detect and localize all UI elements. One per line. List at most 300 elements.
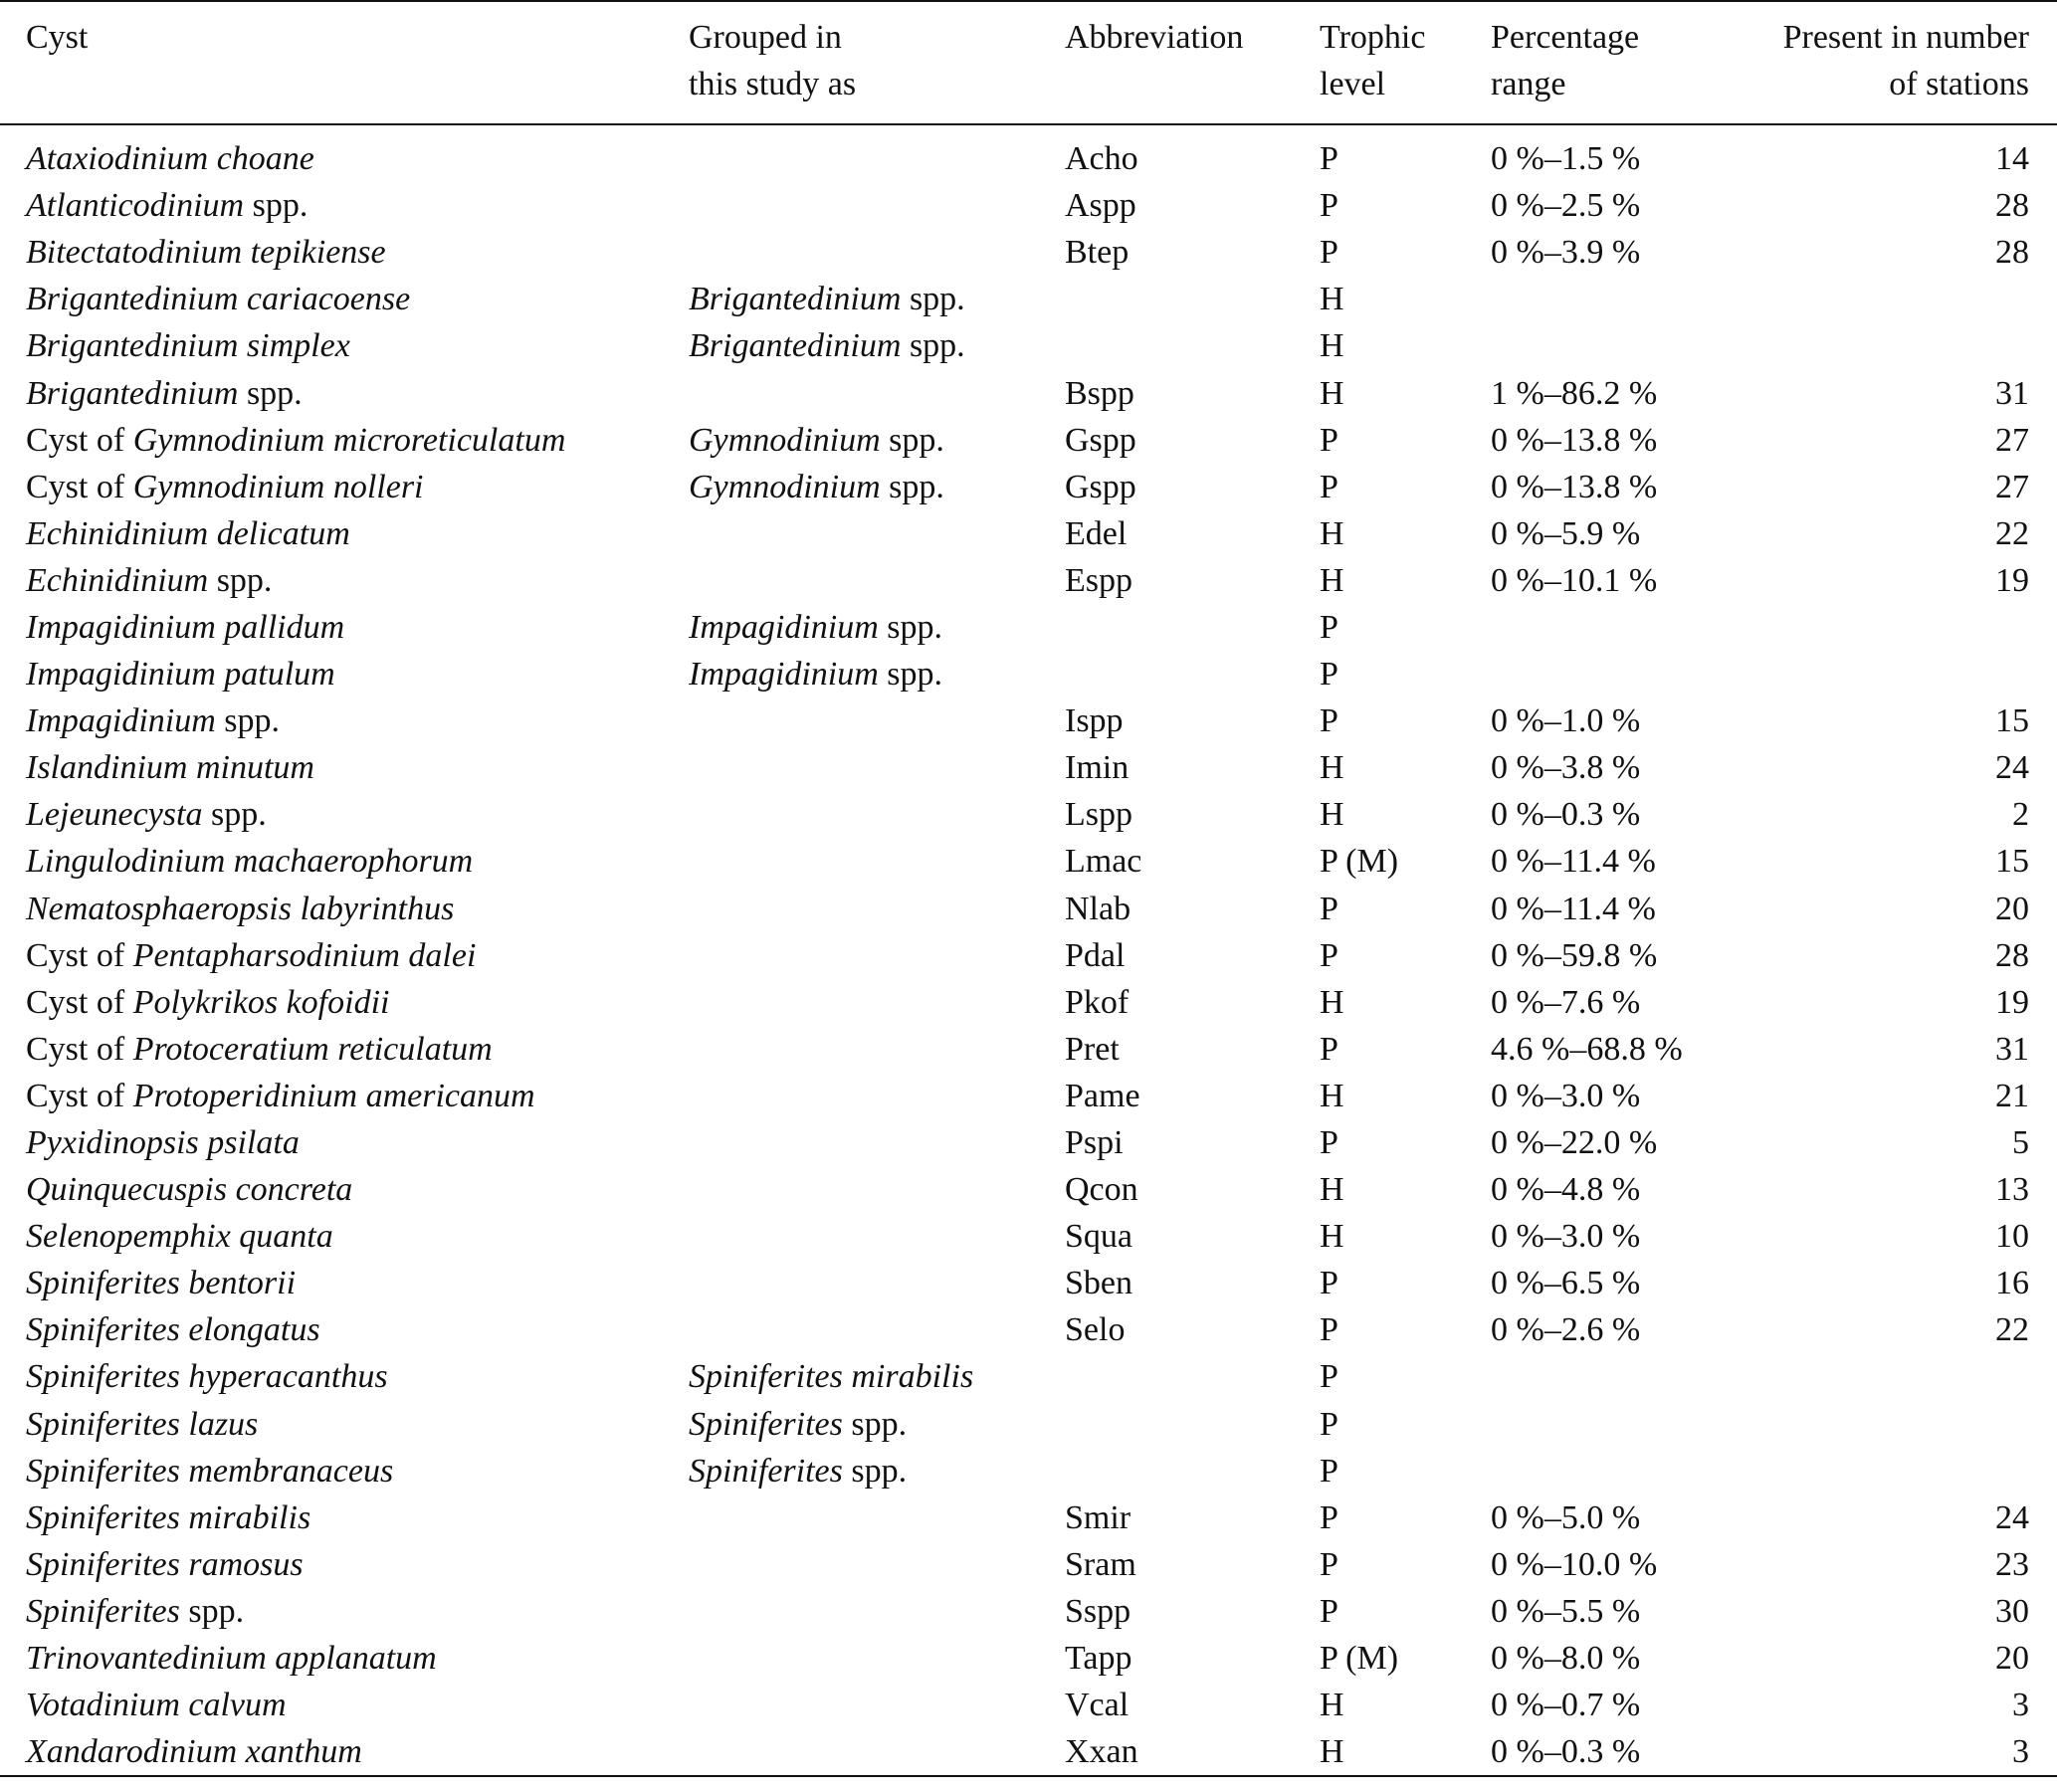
- cell-trophic-level: P: [1320, 1030, 1338, 1068]
- cyst-suffix: spp.: [208, 561, 273, 599]
- table-row: [0, 1306, 2057, 1353]
- table-row: [0, 932, 2057, 979]
- cell-percentage-range: 0 %–11.4 %: [1491, 890, 1656, 927]
- cell-stations: 10: [1995, 1218, 2029, 1256]
- cell-percentage-range: 0 %–0.7 %: [1491, 1687, 1641, 1724]
- cyst-prefix: Cyst of: [26, 1030, 133, 1068]
- cell-cyst: [0, 1541, 689, 1588]
- cell-grouped: [689, 510, 1065, 557]
- group-suffix: spp.: [878, 656, 943, 694]
- cell-grouped: [689, 791, 1065, 838]
- cell-percentage-range: 0 %–0.3 %: [1491, 796, 1641, 834]
- cell-percentage-range: [1491, 1401, 1740, 1448]
- group-suffix: spp.: [901, 327, 965, 365]
- cell-cyst: [0, 697, 689, 744]
- cyst-name: Echinidinium: [26, 561, 209, 599]
- cell-trophic-level: P (M): [1320, 1640, 1399, 1678]
- cyst-name: Xandarodinium xanthum: [26, 1733, 362, 1771]
- cyst-name: Atlanticodinium: [26, 187, 245, 225]
- group-name: Spiniferites: [689, 1405, 843, 1443]
- cell-percentage-range: 0 %–10.0 %: [1491, 1545, 1658, 1583]
- cell-percentage-range: 0 %–13.8 %: [1491, 421, 1658, 459]
- table-row: [0, 1635, 2057, 1682]
- cell-cyst: [0, 369, 689, 416]
- cyst-name: Spiniferites elongatus: [26, 1311, 320, 1349]
- group-name: Brigantedinium: [689, 281, 902, 318]
- cell-percentage-range: 0 %–1.0 %: [1491, 702, 1641, 740]
- cell-trophic-level: P: [1320, 1124, 1338, 1162]
- cyst-name: Spiniferites lazus: [26, 1405, 259, 1443]
- cell-percentage-range: 0 %–59.8 %: [1491, 936, 1658, 974]
- cell-grouped: [689, 932, 1065, 979]
- cell-percentage-range: 0 %–3.9 %: [1491, 234, 1641, 272]
- cell-stations: 27: [1995, 468, 2029, 505]
- cell-percentage-range: 0 %–4.8 %: [1491, 1171, 1641, 1209]
- cell-trophic-level: P: [1320, 234, 1338, 272]
- cell-grouped: [689, 369, 1065, 416]
- group-name: Spiniferites mirabilis: [689, 1358, 974, 1396]
- cell-abbreviation: Qcon: [1065, 1171, 1138, 1209]
- cell-trophic-level: P: [1320, 1592, 1338, 1630]
- header-cyst: Cyst: [26, 19, 89, 56]
- cell-abbreviation: [1065, 276, 1320, 322]
- cell-grouped: [689, 322, 1065, 369]
- cell-cyst: [0, 557, 689, 604]
- cyst-prefix: Cyst of: [26, 936, 133, 974]
- cell-grouped: [689, 1073, 1065, 1119]
- cell-stations: 31: [1995, 1030, 2029, 1068]
- cell-grouped: [689, 697, 1065, 744]
- cell-stations: 13: [1995, 1171, 2029, 1209]
- cell-percentage-range: 0 %–7.6 %: [1491, 983, 1641, 1021]
- cell-trophic-level: P: [1320, 140, 1338, 178]
- group-suffix: spp.: [901, 281, 965, 318]
- cell-abbreviation: Sram: [1065, 1545, 1136, 1583]
- cell-abbreviation: Pspi: [1065, 1124, 1124, 1162]
- cell-trophic-level: H: [1320, 1687, 1344, 1724]
- cell-stations: 31: [1995, 374, 2029, 412]
- table-row: [0, 464, 2057, 510]
- cell-abbreviation: [1065, 322, 1320, 369]
- table-row: [0, 510, 2057, 557]
- cell-abbreviation: Gspp: [1065, 468, 1136, 505]
- cell-percentage-range: 0 %–8.0 %: [1491, 1640, 1641, 1678]
- cell-percentage-range: 4.6 %–68.8 %: [1491, 1030, 1683, 1068]
- cell-abbreviation: [1065, 1448, 1320, 1494]
- cell-percentage-range: 0 %–6.5 %: [1491, 1265, 1641, 1302]
- cell-cyst: [0, 1448, 689, 1494]
- cell-cyst: [0, 932, 689, 979]
- cyst-name: Selenopemphix quanta: [26, 1218, 333, 1256]
- cell-stations: 22: [1995, 514, 2029, 552]
- cell-grouped: [689, 1401, 1065, 1448]
- cell-cyst: [0, 1494, 689, 1541]
- cell-trophic-level: H: [1320, 1218, 1344, 1256]
- group-name: Gymnodinium: [689, 468, 881, 505]
- cell-grouped: [689, 229, 1065, 276]
- cell-grouped: [689, 1494, 1065, 1541]
- cell-abbreviation: Pret: [1065, 1030, 1120, 1068]
- cell-stations: 22: [1995, 1311, 2029, 1349]
- cell-trophic-level: P: [1320, 187, 1338, 225]
- header-grouped: Grouped in this study as: [689, 19, 857, 102]
- header-trophic-level: Trophic level: [1320, 19, 1426, 102]
- cell-stations: 27: [1995, 421, 2029, 459]
- table-row: [0, 276, 2057, 322]
- cell-abbreviation: Nlab: [1065, 890, 1131, 927]
- cell-percentage-range: 0 %–5.9 %: [1491, 514, 1641, 552]
- cell-abbreviation: Smir: [1065, 1498, 1131, 1536]
- cell-grouped: [689, 276, 1065, 322]
- cell-trophic-level: H: [1320, 374, 1344, 412]
- cell-cyst: [0, 744, 689, 791]
- cyst-name: Brigantedinium simplex: [26, 327, 350, 365]
- table-row: [0, 1073, 2057, 1119]
- cell-trophic-level: H: [1320, 327, 1344, 365]
- table-row: [0, 838, 2057, 885]
- table-body: [0, 124, 2057, 1776]
- cyst-name: Bitectatodinium tepikiense: [26, 234, 386, 272]
- cell-stations: 20: [1995, 1640, 2029, 1678]
- cell-stations: 19: [1995, 983, 2029, 1021]
- table-row: [0, 322, 2057, 369]
- cell-cyst: [0, 229, 689, 276]
- cell-grouped: [689, 1353, 1065, 1400]
- cell-grouped: [689, 557, 1065, 604]
- cell-stations: 28: [1995, 187, 2029, 225]
- cell-trophic-level: P: [1320, 1405, 1338, 1443]
- cell-stations: 15: [1995, 843, 2029, 881]
- cell-grouped: [689, 1541, 1065, 1588]
- cell-stations: [1740, 276, 2057, 322]
- cell-cyst: [0, 322, 689, 369]
- group-name: Impagidinium: [689, 608, 879, 646]
- cell-grouped: [689, 124, 1065, 182]
- cell-trophic-level: P: [1320, 468, 1338, 505]
- table-row: [0, 744, 2057, 791]
- cell-abbreviation: Lmac: [1065, 843, 1142, 881]
- table-row: [0, 1494, 2057, 1541]
- cell-cyst: [0, 1026, 689, 1073]
- cell-percentage-range: 0 %–3.8 %: [1491, 749, 1641, 787]
- cell-cyst: [0, 1682, 689, 1728]
- table-row: [0, 182, 2057, 229]
- cyst-name: Spiniferites bentorii: [26, 1265, 297, 1302]
- cyst-suffix: spp.: [202, 796, 267, 834]
- header-abbreviation: Abbreviation: [1065, 19, 1244, 56]
- group-name: Brigantedinium: [689, 327, 902, 365]
- cyst-name: Echinidinium delicatum: [26, 514, 350, 552]
- cyst-name: Impagidinium patulum: [26, 656, 335, 694]
- table-row: [0, 1026, 2057, 1073]
- cyst-prefix: Cyst of: [26, 983, 133, 1021]
- cyst-name: Votadinium calvum: [26, 1687, 287, 1724]
- cyst-name: Spiniferites ramosus: [26, 1545, 304, 1583]
- table-row: [0, 1588, 2057, 1635]
- cell-abbreviation: Pdal: [1065, 936, 1126, 974]
- cell-trophic-level: H: [1320, 796, 1344, 834]
- cell-cyst: [0, 791, 689, 838]
- cell-abbreviation: Selo: [1065, 1311, 1126, 1349]
- table-row: [0, 979, 2057, 1026]
- cell-percentage-range: [1491, 276, 1740, 322]
- cell-cyst: [0, 276, 689, 322]
- cell-grouped: [689, 1306, 1065, 1353]
- cell-trophic-level: P: [1320, 656, 1338, 694]
- cell-stations: 2: [2012, 796, 2029, 834]
- cell-percentage-range: [1491, 1448, 1740, 1494]
- cell-trophic-level: H: [1320, 749, 1344, 787]
- cell-abbreviation: Btep: [1065, 234, 1130, 272]
- cell-trophic-level: P: [1320, 1358, 1338, 1396]
- cell-cyst: [0, 1213, 689, 1260]
- cyst-name: Brigantedinium: [26, 374, 239, 412]
- cell-stations: 5: [2012, 1124, 2029, 1162]
- cell-stations: [1740, 1353, 2057, 1400]
- cell-grouped: [689, 886, 1065, 932]
- cell-cyst: [0, 182, 689, 229]
- cell-percentage-range: 0 %–3.0 %: [1491, 1218, 1641, 1256]
- cell-cyst: [0, 417, 689, 464]
- cell-trophic-level: P: [1320, 1545, 1338, 1583]
- group-name: Gymnodinium: [689, 421, 881, 459]
- cell-percentage-range: 0 %–1.5 %: [1491, 140, 1641, 178]
- cell-percentage-range: 0 %–13.8 %: [1491, 468, 1658, 505]
- cell-grouped: [689, 464, 1065, 510]
- cell-abbreviation: Lspp: [1065, 796, 1132, 834]
- cyst-name: Islandinium minutum: [26, 749, 314, 787]
- cyst-name: Brigantedinium cariacoense: [26, 281, 411, 318]
- cyst-name: Gymnodinium microreticulatum: [132, 421, 566, 459]
- cell-stations: 15: [1995, 702, 2029, 740]
- cell-abbreviation: [1065, 1353, 1320, 1400]
- cell-abbreviation: Vcal: [1065, 1687, 1130, 1724]
- cyst-name: Polykrikos kofoidii: [132, 983, 390, 1021]
- cell-percentage-range: 0 %–5.5 %: [1491, 1592, 1641, 1630]
- cyst-name: Spiniferites hyperacanthus: [26, 1358, 388, 1396]
- cell-stations: 20: [1995, 890, 2029, 927]
- cell-trophic-level: P: [1320, 1498, 1338, 1536]
- cyst-prefix: Cyst of: [26, 421, 133, 459]
- cell-percentage-range: 0 %–3.0 %: [1491, 1077, 1641, 1114]
- header-row: [0, 1, 2057, 124]
- cell-grouped: [689, 1635, 1065, 1682]
- cell-abbreviation: Tapp: [1065, 1640, 1132, 1678]
- cyst-suffix: spp.: [179, 1592, 245, 1630]
- cell-percentage-range: 0 %–22.0 %: [1491, 1124, 1658, 1162]
- cell-cyst: [0, 124, 689, 182]
- cell-cyst: [0, 1073, 689, 1119]
- cell-grouped: [689, 651, 1065, 697]
- group-suffix: spp.: [842, 1452, 908, 1490]
- cell-stations: 30: [1995, 1592, 2029, 1630]
- cell-trophic-level: P: [1320, 1311, 1338, 1349]
- table-row: [0, 124, 2057, 182]
- cyst-prefix: Cyst of: [26, 1077, 133, 1114]
- cell-grouped: [689, 417, 1065, 464]
- cell-cyst: [0, 886, 689, 932]
- cell-stations: [1740, 604, 2057, 651]
- cell-cyst: [0, 510, 689, 557]
- cell-cyst: [0, 1353, 689, 1400]
- table-row: [0, 1541, 2057, 1588]
- cyst-prefix: Cyst of: [26, 468, 133, 505]
- cell-stations: 24: [1995, 1498, 2029, 1536]
- cyst-name: Pentapharsodinium dalei: [132, 936, 477, 974]
- table-row: [0, 1682, 2057, 1728]
- cell-abbreviation: Sben: [1065, 1265, 1132, 1302]
- cyst-name: Lejeunecysta: [26, 796, 203, 834]
- cell-percentage-range: 0 %–11.4 %: [1491, 843, 1656, 881]
- cell-abbreviation: Bspp: [1065, 374, 1134, 412]
- cell-cyst: [0, 651, 689, 697]
- cell-percentage-range: [1491, 322, 1740, 369]
- cell-abbreviation: Squa: [1065, 1218, 1132, 1256]
- table-row: [0, 417, 2057, 464]
- cell-abbreviation: Pame: [1065, 1077, 1140, 1114]
- cell-abbreviation: [1065, 604, 1320, 651]
- table-row: [0, 557, 2057, 604]
- cell-cyst: [0, 1401, 689, 1448]
- cell-abbreviation: Sspp: [1065, 1592, 1131, 1630]
- cell-cyst: [0, 1635, 689, 1682]
- group-suffix: spp.: [880, 421, 944, 459]
- table-row: [0, 1728, 2057, 1776]
- cell-trophic-level: H: [1320, 1171, 1344, 1209]
- cell-trophic-level: P: [1320, 936, 1338, 974]
- cell-cyst: [0, 979, 689, 1026]
- table-header: [0, 1, 2057, 124]
- cell-abbreviation: Acho: [1065, 140, 1138, 178]
- table-row: [0, 1353, 2057, 1400]
- cell-abbreviation: Pkof: [1065, 983, 1130, 1021]
- cyst-name: Quinquecuspis concreta: [26, 1171, 353, 1209]
- cell-percentage-range: 1 %–86.2 %: [1491, 374, 1658, 412]
- cell-grouped: [689, 1682, 1065, 1728]
- cell-cyst: [0, 604, 689, 651]
- cell-abbreviation: Aspp: [1065, 187, 1136, 225]
- cell-grouped: [689, 1213, 1065, 1260]
- cyst-suffix: spp.: [244, 187, 309, 225]
- table-row: [0, 1448, 2057, 1494]
- cell-stations: 24: [1995, 749, 2029, 787]
- cyst-name: Impagidinium pallidum: [26, 608, 345, 646]
- cell-grouped: [689, 182, 1065, 229]
- cell-trophic-level: P: [1320, 1265, 1338, 1302]
- group-suffix: spp.: [880, 468, 944, 505]
- cell-stations: 21: [1995, 1077, 2029, 1114]
- cell-stations: [1740, 1448, 2057, 1494]
- cell-grouped: [689, 1119, 1065, 1166]
- table-row: [0, 229, 2057, 276]
- cell-abbreviation: [1065, 651, 1320, 697]
- cyst-name: Spiniferites: [26, 1592, 180, 1630]
- cell-percentage-range: [1491, 604, 1740, 651]
- cell-percentage-range: 0 %–5.0 %: [1491, 1498, 1641, 1536]
- table-row: [0, 1401, 2057, 1448]
- cell-abbreviation: Xxan: [1065, 1733, 1138, 1771]
- cell-stations: 28: [1995, 936, 2029, 974]
- cell-stations: [1740, 1401, 2057, 1448]
- cell-trophic-level: P: [1320, 702, 1338, 740]
- cell-stations: [1740, 651, 2057, 697]
- cell-trophic-level: H: [1320, 1733, 1344, 1771]
- cell-stations: 14: [1995, 140, 2029, 178]
- table-row: [0, 1166, 2057, 1213]
- cyst-name: Impagidinium: [26, 702, 216, 740]
- cell-abbreviation: [1065, 1401, 1320, 1448]
- cyst-name: Ataxiodinium choane: [26, 140, 314, 178]
- cyst-name: Gymnodinium nolleri: [132, 468, 424, 505]
- group-suffix: spp.: [842, 1405, 908, 1443]
- cyst-name: Spiniferites membranaceus: [26, 1452, 394, 1490]
- cell-trophic-level: P: [1320, 1452, 1338, 1490]
- table-row: [0, 697, 2057, 744]
- cell-grouped: [689, 838, 1065, 885]
- cell-grouped: [689, 1728, 1065, 1776]
- cyst-suffix: spp.: [215, 702, 281, 740]
- cell-grouped: [689, 1448, 1065, 1494]
- cell-percentage-range: 0 %–2.6 %: [1491, 1311, 1641, 1349]
- cell-percentage-range: 0 %–2.5 %: [1491, 187, 1641, 225]
- cell-stations: 16: [1995, 1265, 2029, 1302]
- table-row: [0, 1260, 2057, 1306]
- cell-cyst: [0, 1306, 689, 1353]
- group-suffix: spp.: [878, 608, 943, 646]
- cell-stations: [1740, 322, 2057, 369]
- table-row: [0, 791, 2057, 838]
- cyst-name: Trinovantedinium applanatum: [26, 1640, 437, 1678]
- cell-percentage-range: 0 %–10.1 %: [1491, 561, 1658, 599]
- cyst-name: Protoceratium reticulatum: [132, 1030, 493, 1068]
- cell-grouped: [689, 1026, 1065, 1073]
- cyst-name: Nematosphaeropsis labyrinthus: [26, 890, 455, 927]
- cell-abbreviation: Edel: [1065, 514, 1128, 552]
- cell-trophic-level: H: [1320, 281, 1344, 318]
- cyst-suffix: spp.: [238, 374, 303, 412]
- cell-stations: 19: [1995, 561, 2029, 599]
- cell-stations: 23: [1995, 1545, 2029, 1583]
- cell-grouped: [689, 744, 1065, 791]
- cell-percentage-range: 0 %–0.3 %: [1491, 1733, 1641, 1771]
- cell-trophic-level: P (M): [1320, 843, 1399, 881]
- cyst-name: Pyxidinopsis psilata: [26, 1124, 300, 1162]
- cell-grouped: [689, 979, 1065, 1026]
- cell-trophic-level: P: [1320, 890, 1338, 927]
- cell-trophic-level: H: [1320, 983, 1344, 1021]
- table-row: [0, 1213, 2057, 1260]
- table-row: [0, 604, 2057, 651]
- cell-trophic-level: P: [1320, 421, 1338, 459]
- cyst-name: Protoperidinium americanum: [132, 1077, 535, 1114]
- group-name: Impagidinium: [689, 656, 879, 694]
- table-row: [0, 651, 2057, 697]
- cell-grouped: [689, 1588, 1065, 1635]
- cell-grouped: [689, 1260, 1065, 1306]
- cell-abbreviation: Gspp: [1065, 421, 1136, 459]
- cyst-name: Lingulodinium machaerophorum: [26, 843, 474, 881]
- cell-cyst: [0, 1119, 689, 1166]
- table-row: [0, 886, 2057, 932]
- cell-trophic-level: H: [1320, 514, 1344, 552]
- header-percentage-range: Percentage range: [1491, 19, 1640, 102]
- cell-grouped: [689, 1166, 1065, 1213]
- header-stations: Present in number of stations: [1782, 19, 2029, 102]
- cell-percentage-range: [1491, 651, 1740, 697]
- cell-abbreviation: Imin: [1065, 749, 1130, 787]
- cell-trophic-level: P: [1320, 608, 1338, 646]
- cell-cyst: [0, 838, 689, 885]
